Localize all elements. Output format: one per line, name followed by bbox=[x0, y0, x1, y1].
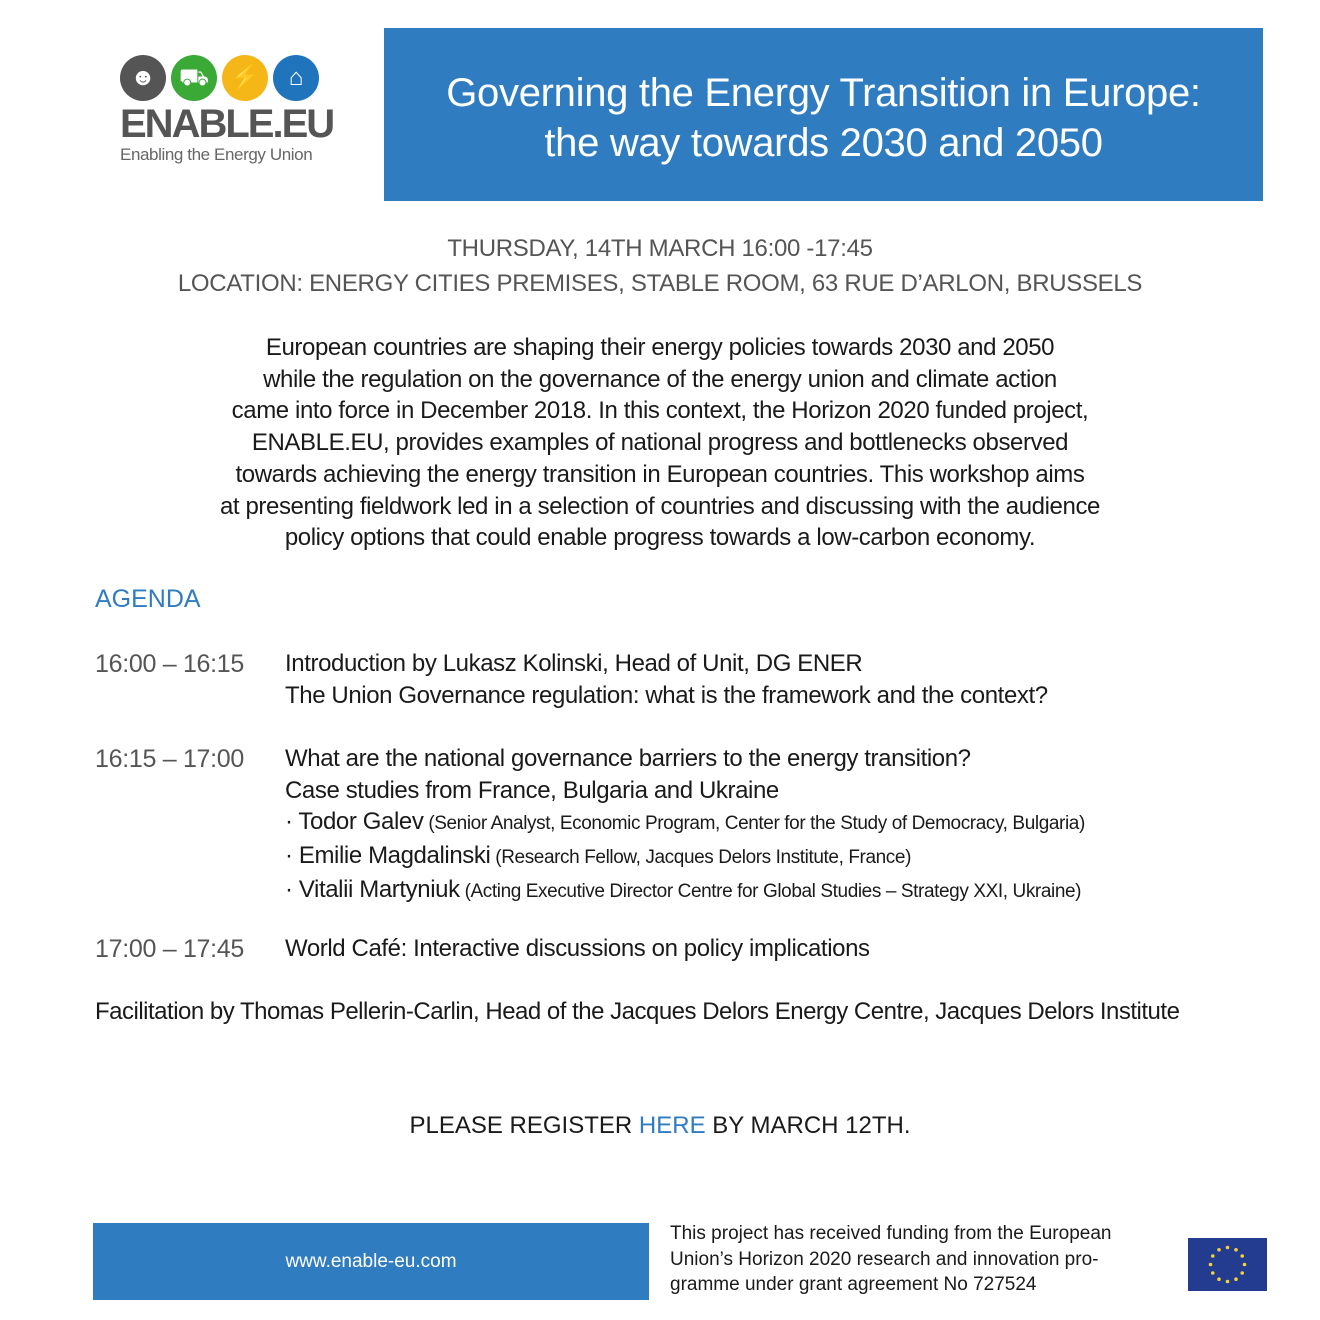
title-banner bbox=[384, 28, 1263, 201]
eu-star bbox=[1234, 1277, 1238, 1281]
session-line: World Café: Interactive discussions on policy implications bbox=[285, 935, 870, 962]
session-2 bbox=[285, 743, 1085, 908]
house-snow-sun-icon: ⌂ bbox=[273, 55, 319, 101]
funding-line: This project has received funding from the European bbox=[670, 1223, 1112, 1244]
session-time: 16:00 – 16:15 bbox=[95, 650, 245, 678]
eu-star bbox=[1240, 1271, 1244, 1275]
eu-star bbox=[1234, 1248, 1238, 1252]
eu-star bbox=[1243, 1263, 1247, 1267]
speaker-role: (Acting Executive Director Centre for Global Studies – Strategy XXI, Ukraine) bbox=[459, 880, 1082, 902]
intro-line: policy options that could enable progress towards a low-carbon economy. bbox=[284, 524, 1036, 552]
intro-line: European countries are shaping their energy policies towards 2030 and 2050 bbox=[265, 334, 1055, 361]
register-text: PLEASE REGISTER bbox=[409, 1112, 639, 1139]
speaker bbox=[285, 806, 1085, 840]
eu-star bbox=[1226, 1246, 1230, 1250]
eu-star bbox=[1211, 1271, 1215, 1275]
eu-star bbox=[1211, 1254, 1215, 1258]
session-line: What are the national governance barriers to the energy transition? bbox=[285, 745, 971, 772]
funding-notice bbox=[670, 1221, 1170, 1298]
agenda-heading: AGENDA bbox=[95, 585, 201, 613]
eu-star bbox=[1217, 1277, 1221, 1281]
event-date: THURSDAY, 14TH MARCH 16:00 -17:45 bbox=[447, 235, 873, 262]
session-time: 16:15 – 17:00 bbox=[95, 745, 245, 773]
event-location: LOCATION: ENERGY CITIES PREMISES, STABLE ROOM, 63 RUE D’ARLON, BRUSSELS bbox=[177, 270, 1143, 297]
plug-icon: ⚡ bbox=[222, 55, 268, 101]
enable-eu-logo bbox=[120, 55, 335, 165]
speaker-name: · Todor Galev bbox=[285, 808, 424, 836]
intro-line: while the regulation on the governance of the energy union and climate action bbox=[263, 365, 1057, 393]
funding-line: gramme under grant agreement No 727524 bbox=[670, 1274, 1037, 1295]
speaker-role: (Research Fellow, Jacques Delors Institute, France) bbox=[490, 847, 912, 869]
eu-star bbox=[1217, 1248, 1221, 1252]
logo-tagline: Enabling the Energy Union bbox=[120, 145, 313, 164]
title-line: Governing the Energy Transition in Europe: bbox=[446, 71, 1201, 115]
logo-wordmark: ENABLE.EU bbox=[120, 102, 334, 146]
intro-line: towards achieving the energy transition in European countries. This workshop aims bbox=[235, 460, 1085, 488]
register-notice bbox=[0, 1112, 1320, 1140]
eu-star bbox=[1240, 1254, 1244, 1258]
speaker bbox=[285, 840, 1085, 874]
intro-line: ENABLE.EU, provides examples of national progress and bottlenecks observed bbox=[251, 429, 1069, 457]
intro-line: at presenting fieldwork led in a selection of countries and discussing with the audience bbox=[219, 492, 1100, 520]
eu-star bbox=[1209, 1263, 1213, 1267]
people-icon: ☻ bbox=[120, 55, 166, 101]
website-link[interactable]: www.enable-eu.com bbox=[285, 1251, 457, 1272]
session-line: Case studies from France, Bulgaria and Ukraine bbox=[285, 776, 779, 804]
intro-line: came into force in December 2018. In this context, the Horizon 2020 funded project, bbox=[231, 397, 1089, 425]
facilitation: Facilitation by Thomas Pellerin-Carlin, Head of the Jacques Delors Energy Centre, Jacques Delors Institute bbox=[95, 998, 1180, 1025]
speaker bbox=[285, 874, 1085, 908]
title-line: the way towards 2030 and 2050 bbox=[544, 121, 1103, 165]
session-1 bbox=[285, 648, 1048, 711]
eu-flag-icon bbox=[1188, 1238, 1267, 1291]
speaker-name: · Emilie Magdalinski bbox=[285, 842, 491, 870]
speaker-role: (Senior Analyst, Economic Program, Center for the Study of Democracy, Bulgaria) bbox=[423, 813, 1085, 835]
logo-icons bbox=[120, 55, 335, 101]
register-text: BY MARCH 12TH. bbox=[705, 1112, 911, 1139]
funding-line: Union’s Horizon 2020 research and innovation pro- bbox=[670, 1248, 1099, 1270]
session-line: Introduction by Lukasz Kolinski, Head of Unit, DG ENER bbox=[285, 650, 863, 677]
register-link[interactable]: HERE bbox=[638, 1112, 706, 1139]
car-leaf-icon: ⛟ bbox=[171, 55, 217, 101]
session-time: 17:00 – 17:45 bbox=[95, 935, 245, 963]
session-3 bbox=[285, 933, 870, 965]
intro-paragraph bbox=[150, 332, 1170, 554]
website-bar bbox=[93, 1223, 649, 1300]
eu-star bbox=[1226, 1280, 1230, 1284]
session-line: The Union Governance regulation: what is the framework and the context? bbox=[285, 681, 1048, 709]
speaker-name: · Vitalii Martyniuk bbox=[285, 875, 460, 903]
